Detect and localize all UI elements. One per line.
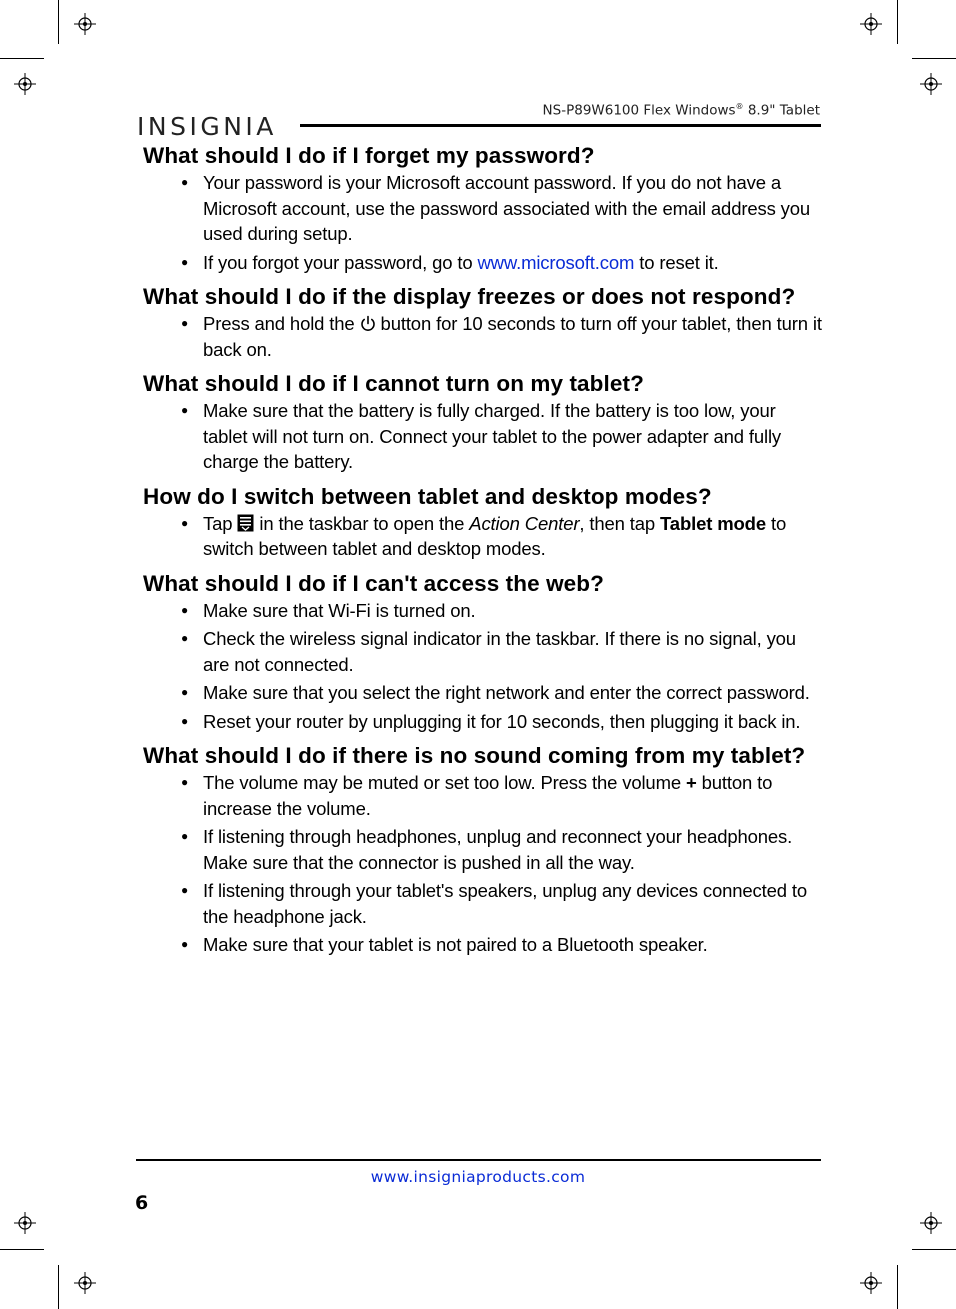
faq-answer-list: [143, 398, 823, 475]
registration-mark-icon: [860, 13, 882, 35]
faq-answer-item: ● Check the wireless signal indicator in the taskbar. If there is no signal, you are not connected.: [181, 628, 796, 675]
faq-answer-item: ● Make sure that Wi-Fi is turned on.: [143, 598, 823, 624]
registration-mark-icon: [74, 13, 96, 35]
faq-answer-item: ● Make sure that the battery is fully charged. If the battery is too low, your tablet will not turn on. Connect your tablet to the power adapter and fully charge the battery.: [181, 400, 782, 472]
faq-answer-list: [143, 598, 823, 735]
bullet-icon: ●: [181, 403, 189, 417]
bullet-icon: ●: [181, 316, 189, 330]
bullet-icon: ●: [181, 829, 189, 843]
crop-mark: [58, 0, 59, 44]
action-center-icon: [237, 514, 254, 532]
faq-question: What should I do if there is no sound coming from my tablet?: [143, 743, 806, 768]
bullet-icon: ●: [181, 515, 189, 530]
registration-mark-icon: [14, 1212, 36, 1234]
faq-answer-list: [143, 311, 823, 362]
registration-mark-icon: [920, 73, 942, 95]
registration-mark-icon: [14, 73, 36, 95]
bullet-icon: ●: [181, 713, 189, 728]
faq-answer-item: ● If you forgot your password, go to www.microsoft.com to reset it.: [143, 250, 823, 276]
bullet-icon: ●: [181, 602, 189, 617]
crop-mark: [897, 1265, 898, 1309]
faq-answer-item: ● If listening through headphones, unplug and reconnect your headphones. Make sure that the connector is pushed in all the way.: [181, 826, 793, 873]
registration-mark-icon: [74, 1272, 96, 1294]
bullet-icon: ●: [181, 254, 189, 269]
bullet-icon: ●: [181, 631, 189, 645]
registration-mark-icon: [920, 1212, 942, 1234]
faq-answer-item: ● Tap in the taskbar to open the Action Center, then tap Tablet mode to switch between tablet and desktop modes.: [181, 512, 787, 559]
crop-mark: [912, 58, 956, 59]
faq-answer-item: ● If listening through your tablet's speakers, unplug any devices connected to the headphone jack.: [181, 880, 808, 927]
faq-question: What should I do if I forget my password?: [143, 143, 595, 168]
registration-mark-icon: [860, 1272, 882, 1294]
faq-answer-item: ● Make sure that your tablet is not paired to a Bluetooth speaker.: [143, 932, 823, 958]
power-icon: [360, 315, 376, 332]
bullet-icon: ●: [181, 685, 189, 699]
bullet-icon: ●: [181, 883, 189, 897]
faq-answer-item: ● Your password is your Microsoft account password. If you do not have a Microsoft account, use the password associated with the email address you used during setup.: [181, 172, 811, 244]
page-number: 6: [135, 1192, 149, 1214]
faq-content: [143, 140, 823, 961]
crop-mark: [58, 1265, 59, 1309]
faq-answer-item: ● The volume may be muted or set too low. Press the volume + button to increase the volume.: [181, 772, 773, 819]
faq-answer-item: ● Reset your router by unplugging it for 10 seconds, then plugging it back in.: [143, 709, 823, 735]
model-title: NS-P89W6100 Flex Windows® 8.9" Tablet: [542, 102, 820, 119]
crop-mark: [0, 1249, 44, 1250]
faq-question: What should I do if I cannot turn on my tablet?: [143, 371, 644, 396]
bullet-icon: ●: [181, 175, 189, 189]
brand-logo: INSIGNIA: [137, 112, 277, 141]
bullet-icon: ●: [181, 775, 189, 789]
faq-answer-item: ● Make sure that you select the right network and enter the correct password.: [143, 680, 823, 706]
faq-question: What should I do if the display freezes or does not respond?: [143, 284, 796, 309]
crop-mark: [912, 1249, 956, 1250]
faq-question: What should I do if I can't access the web?: [143, 570, 604, 596]
bullet-icon: ●: [181, 937, 189, 951]
faq-answer-list: [143, 511, 823, 562]
microsoft-link[interactable]: www.microsoft.com: [477, 251, 635, 273]
footer-website-link[interactable]: www.insigniaproducts.com: [370, 1168, 586, 1186]
faq-answer-list: [143, 770, 823, 958]
faq-question: How do I switch between tablet and desktop modes?: [143, 483, 712, 509]
crop-mark: [897, 0, 898, 44]
footer-rule: [136, 1159, 821, 1161]
faq-answer-item: ● Press and hold the button for 10 seconds to turn off your tablet, then turn it back on.: [181, 313, 822, 360]
faq-answer-list: [143, 170, 823, 275]
header-rule: [300, 124, 821, 127]
crop-mark: [0, 58, 44, 59]
